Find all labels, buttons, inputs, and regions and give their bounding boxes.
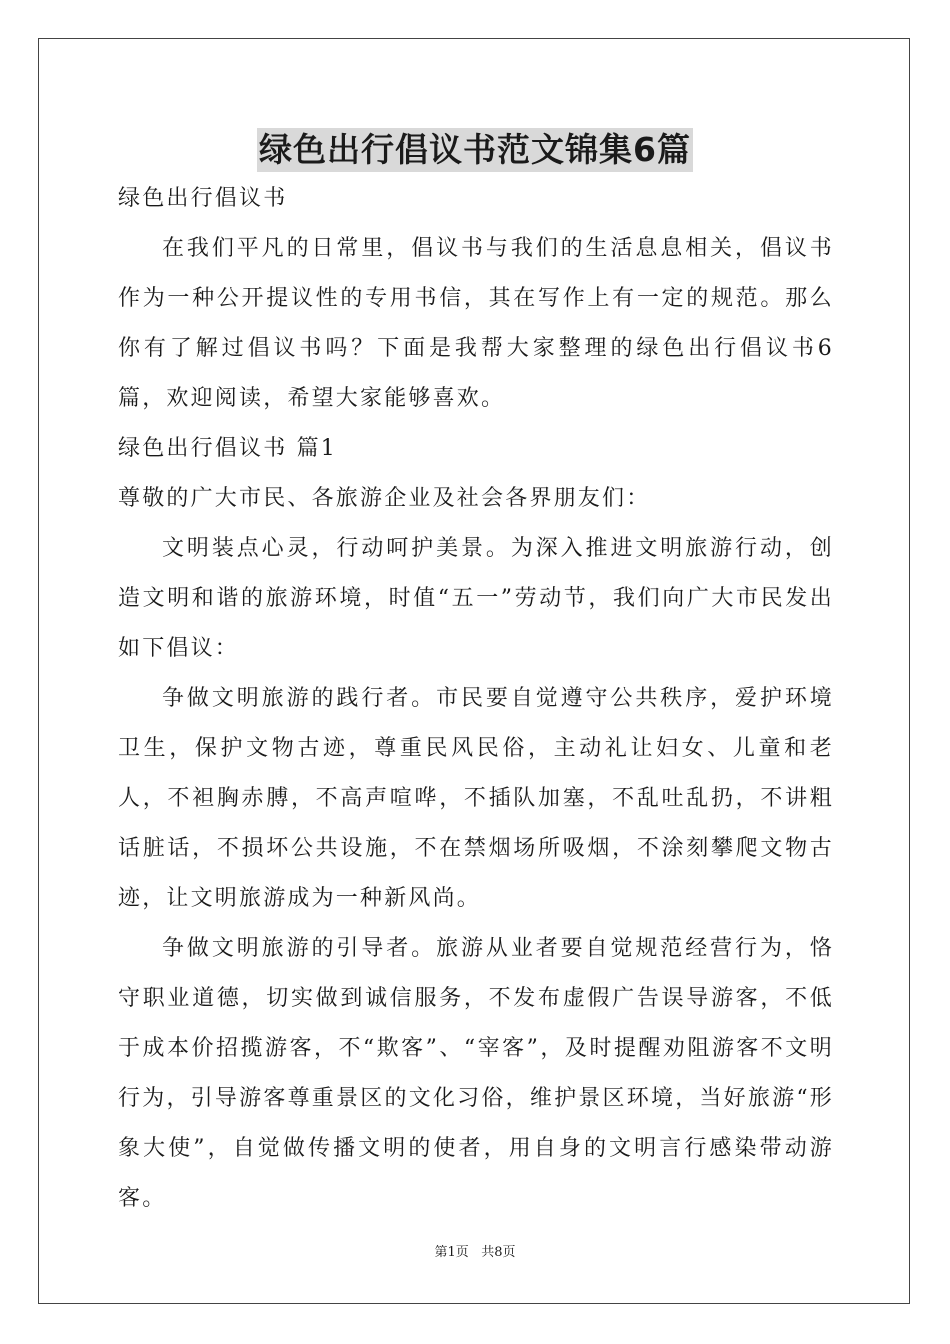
page-footer	[0, 1244, 950, 1262]
document-title: 绿色出行倡议书范文锦集6篇	[257, 128, 693, 172]
section-heading: 绿色出行倡议书 篇1	[118, 436, 337, 461]
body-paragraph: 争做文明旅游的践行者。市民要自觉遵守公共秩序，爱护环境卫生，保护文物古迹，尊重民风民俗，主动礼让妇女、儿童和老人，不袒胸赤膊，不高声喧哗，不插队加塞，不乱吐乱扔，不讲粗话脏话，不损坏公共设施，不在禁烟场所吸烟，不涂刻攀爬文物古迹，让文明旅游成为一种新风尚。	[118, 686, 834, 911]
page-total: 共8页	[481, 1245, 516, 1260]
body-paragraph: 文明装点心灵，行动呵护美景。为深入推进文明旅游行动，创造文明和谐的旅游环境，时值“五一”劳动节，我们向广大市民发出如下倡议：	[118, 536, 834, 661]
intro-paragraph: 在我们平凡的日常里，倡议书与我们的生活息息相关，倡议书作为一种公开提议性的专用书信，其在写作上有一定的规范。那么你有了解过倡议书吗？下面是我帮大家整理的绿色出行倡议书6篇，欢迎阅读，希望大家能够喜欢。	[118, 236, 834, 411]
salutation: 尊敬的广大市民、各旅游企业及社会各界朋友们：	[118, 486, 651, 511]
section-heading: 绿色出行倡议书	[118, 186, 288, 211]
title-wrap	[0, 128, 950, 172]
body-paragraph: 争做文明旅游的引导者。旅游从业者要自觉规范经营行为，恪守职业道德，切实做到诚信服务，不发布虚假广告误导游客，不低于成本价招揽游客，不“欺客”、“宰客”，及时提醒劝阻游客不文明行为，引导游客尊重景区的文化习俗，维护景区环境，当好旅游“形象大使”，自觉做传播文明的使者，用自身的文明言行感染带动游客。	[118, 936, 834, 1211]
page-number: 第1页	[434, 1245, 469, 1260]
document-body	[118, 174, 834, 1224]
